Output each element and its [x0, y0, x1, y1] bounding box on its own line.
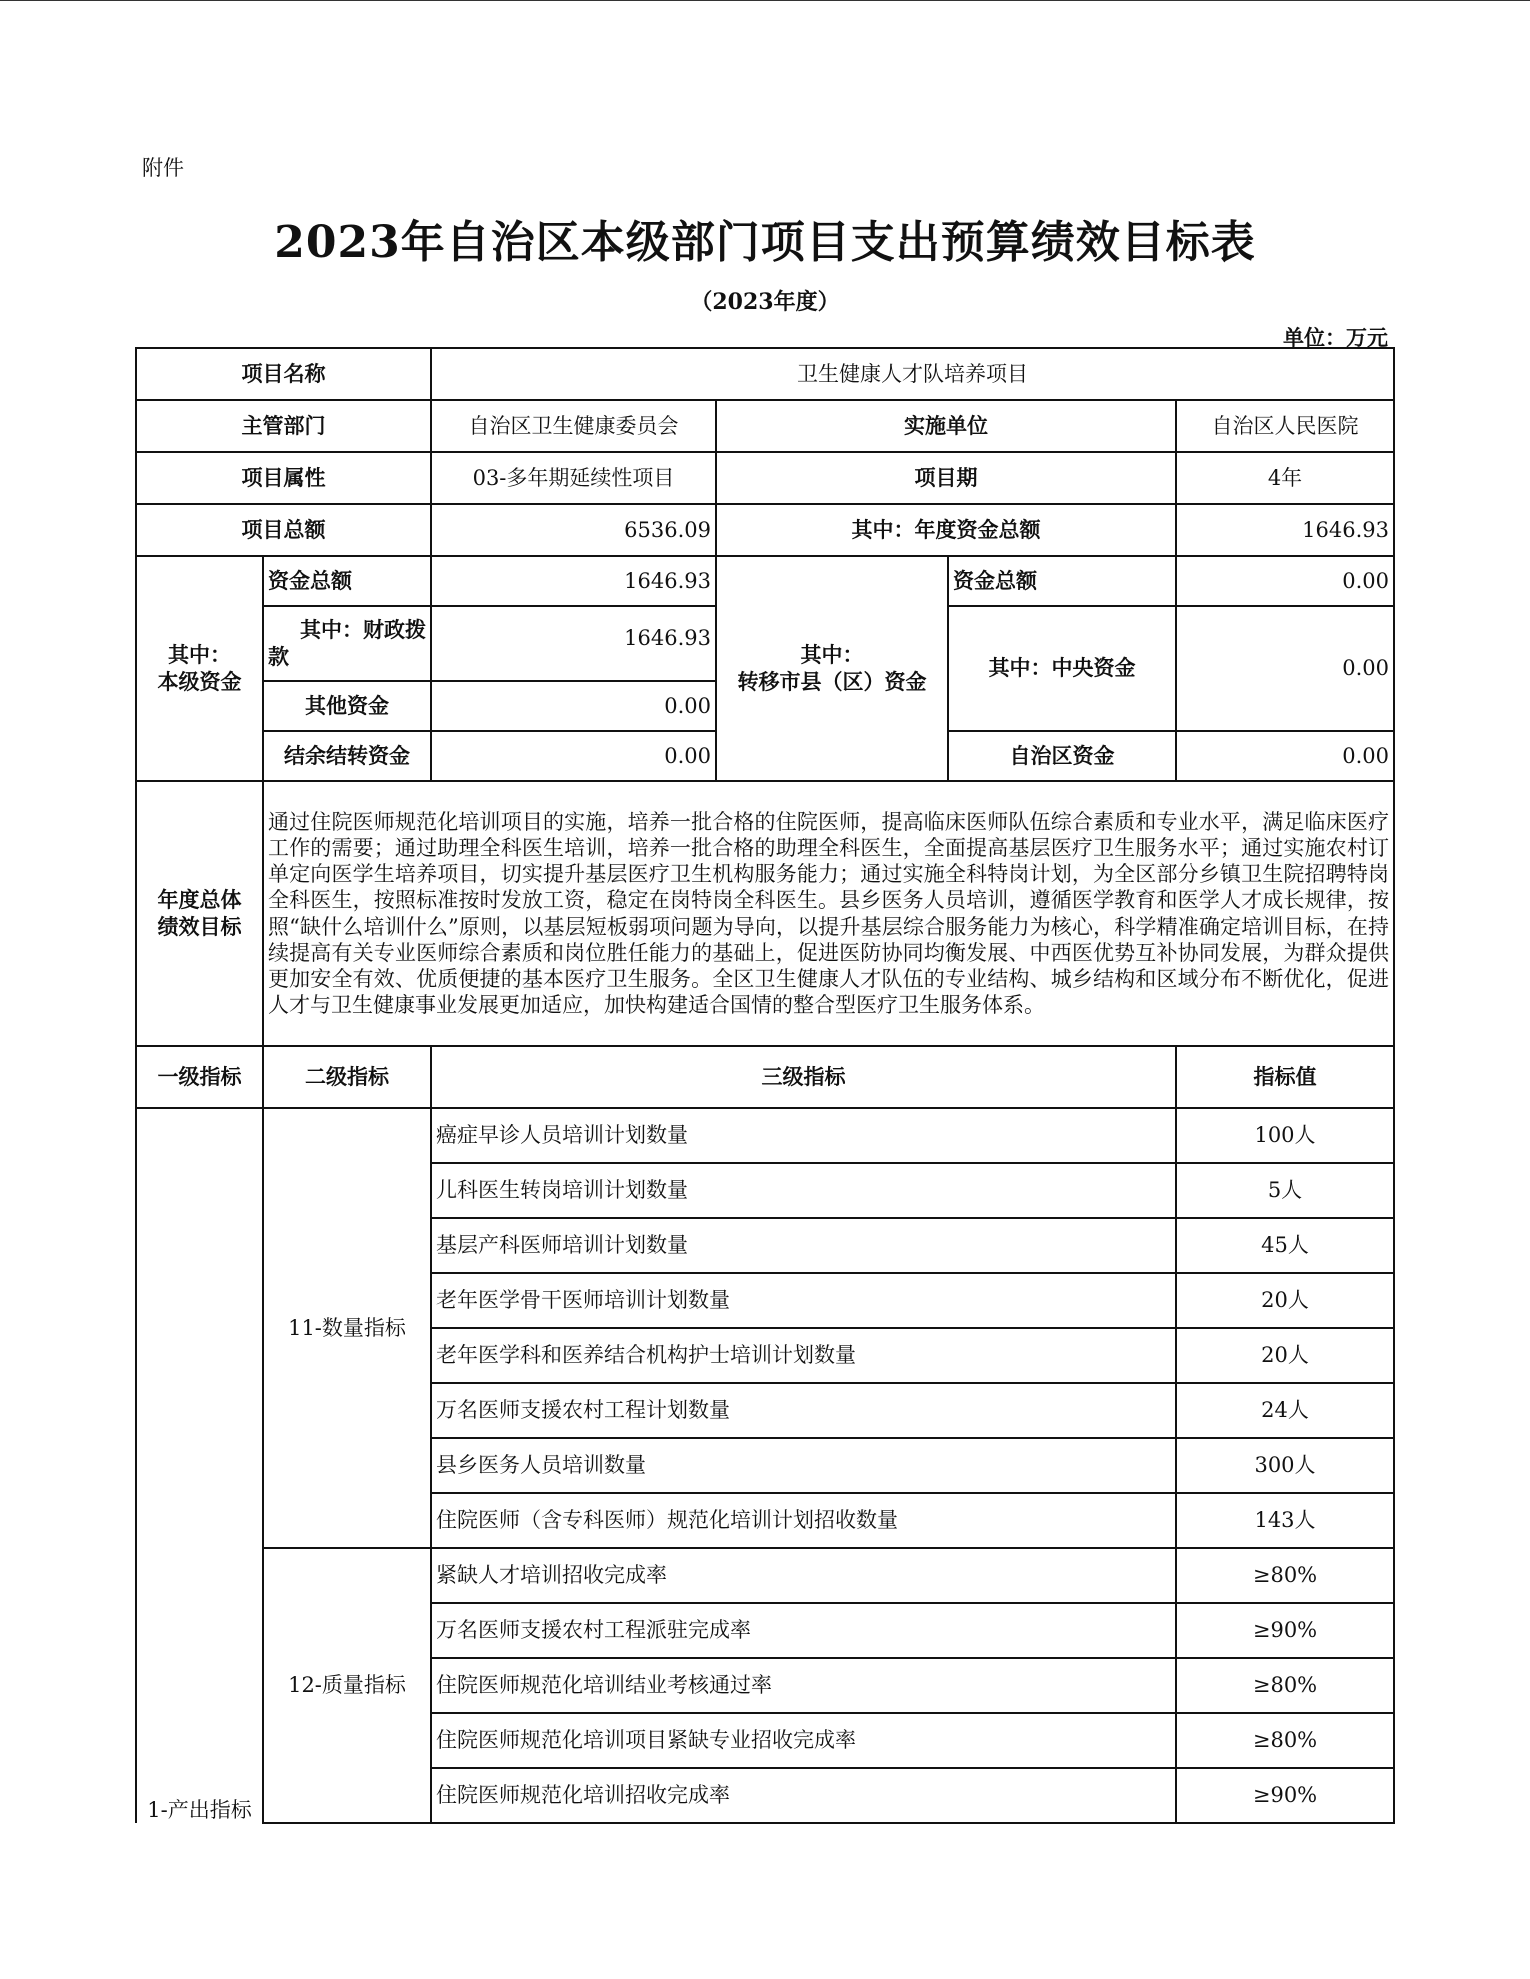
- transfer-funds-group-line1: 其中：: [800, 642, 864, 668]
- indicator-value: 100人: [1176, 1108, 1394, 1163]
- indicator-name: 住院医师规范化培训招收完成率: [431, 1768, 1176, 1823]
- row-project-name: [136, 348, 1394, 400]
- attachment-label: 附件: [142, 156, 184, 180]
- department-label: 主管部门: [136, 400, 431, 452]
- local-other-value: 0.00: [431, 681, 716, 731]
- indicator-name: 老年医学科和医养结合机构护士培训计划数量: [431, 1328, 1176, 1383]
- transfer-total-value: 0.00: [1176, 556, 1394, 606]
- level2-header: 二级指标: [263, 1046, 431, 1108]
- project-name-label: 项目名称: [136, 348, 431, 400]
- transfer-total-label: 资金总额: [948, 556, 1176, 606]
- annual-goal-label: [136, 781, 263, 1046]
- row-indicator-headers: [136, 1046, 1394, 1108]
- indicator-value: 20人: [1176, 1273, 1394, 1328]
- indicator-name: 儿科医生转岗培训计划数量: [431, 1163, 1176, 1218]
- local-carryover-label: 结余结转资金: [263, 731, 431, 781]
- project-attribute-label: 项目属性: [136, 452, 431, 504]
- transfer-funds-group-line2: 转移市县（区）资金: [737, 668, 927, 694]
- row-department: [136, 400, 1394, 452]
- row-project-total: [136, 504, 1394, 556]
- indicator-name: 万名医师支援农村工程派驻完成率: [431, 1603, 1176, 1658]
- indicator-name: 住院医师规范化培训项目紧缺专业招收完成率: [431, 1713, 1176, 1768]
- implementing-unit-value: 自治区人民医院: [1176, 400, 1394, 452]
- indicator-name: 基层产科医师培训计划数量: [431, 1218, 1176, 1273]
- indicator-name: 癌症早诊人员培训计划数量: [431, 1108, 1176, 1163]
- transfer-central-value: 0.00: [1176, 606, 1394, 731]
- transfer-central-label: 其中：中央资金: [948, 606, 1176, 731]
- annual-goal-text: 通过住院医师规范化培训项目的实施，培养一批合格的住院医师，提高临床医师队伍综合素质和专业水平，满足临床医疗工作的需要；通过助理全科医生培训，培养一批合格的助理全科医生，全面提高基层医疗卫生服务水平；通过实施农村订单定向医学生培养项目，切实提升基层医疗卫生机构服务能力；通过实施全科特岗计划，为全区部分乡镇卫生院招聘特岗全科医生，按照标准按时发放工资，稳定在岗特岗全科医生。县乡医务人员培训，遵循医学教育和医学人才成长规律，按照“缺什么培训什么”原则，以基层短板弱项问题为导向，以提升基层综合服务能力为核心，科学精准确定培训目标，在持续提高有关专业医师综合素质和岗位胜任能力的基础上，促进医防协同均衡发展、中西医优势互补协同发展，为群众提供更加安全有效、优质便捷的基本医疗卫生服务。全区卫生健康人才队伍的专业结构、城乡结构和区域分布不断优化，促进人才与卫生健康事业发展更加适应，加快构建适合国情的整合型医疗卫生服务体系。: [263, 781, 1394, 1046]
- indicator-value: ≥80%: [1176, 1658, 1394, 1713]
- indicator-value: ≥80%: [1176, 1713, 1394, 1768]
- indicator-value-header: 指标值: [1176, 1046, 1394, 1108]
- annual-goal-label-line2: 绩效目标: [157, 913, 242, 939]
- local-fiscal-label-text: 其中：财政拨款: [268, 617, 426, 669]
- indicator-value: 45人: [1176, 1218, 1394, 1273]
- row-annual-goal: [136, 781, 1394, 1046]
- level3-header: 三级指标: [431, 1046, 1176, 1108]
- indicator-name: 万名医师支援农村工程计划数量: [431, 1383, 1176, 1438]
- implementing-unit-label: 实施单位: [716, 400, 1176, 452]
- annual-funds-label: 其中：年度资金总额: [716, 504, 1176, 556]
- indicator-value: ≥90%: [1176, 1768, 1394, 1823]
- row-project-attribute: [136, 452, 1394, 504]
- indicator-value: 20人: [1176, 1328, 1394, 1383]
- local-funds-group-label: [136, 556, 263, 781]
- annual-funds-value: 1646.93: [1176, 504, 1394, 556]
- local-fiscal-label: [263, 606, 431, 681]
- quantity-indicator-label: 11-数量指标: [263, 1108, 431, 1548]
- page-subtitle: （2023年度）: [690, 289, 840, 315]
- indicator-value: 5人: [1176, 1163, 1394, 1218]
- indicator-value: 143人: [1176, 1493, 1394, 1548]
- project-name-value: 卫生健康人才队培养项目: [431, 348, 1394, 400]
- table-row: [136, 1108, 1394, 1163]
- indicator-value: 300人: [1176, 1438, 1394, 1493]
- local-carryover-value: 0.00: [431, 731, 716, 781]
- top-border-line: [0, 0, 1530, 1]
- local-funds-group-line2: 本级资金: [157, 668, 242, 694]
- transfer-funds-group-label: [716, 556, 948, 781]
- performance-target-table: [135, 347, 1395, 1824]
- row-funds-total: [136, 556, 1394, 606]
- annual-goal-label-line1: 年度总体: [157, 887, 242, 913]
- local-total-label: 资金总额: [263, 556, 431, 606]
- indicator-name: 住院医师（含专科医师）规范化培训计划招收数量: [431, 1493, 1176, 1548]
- project-attribute-value: 03-多年期延续性项目: [431, 452, 716, 504]
- indicator-name: 住院医师规范化培训结业考核通过率: [431, 1658, 1176, 1713]
- level1-output-indicator: 1-产出指标: [136, 1108, 263, 1823]
- indicator-name: 紧缺人才培训招收完成率: [431, 1548, 1176, 1603]
- project-period-value: 4年: [1176, 452, 1394, 504]
- transfer-region-label: 自治区资金: [948, 731, 1176, 781]
- department-value: 自治区卫生健康委员会: [431, 400, 716, 452]
- quality-indicator-label: 12-质量指标: [263, 1548, 431, 1823]
- local-funds-group-line1: 其中：: [168, 642, 231, 668]
- level1-header: 一级指标: [136, 1046, 263, 1108]
- table-row: [136, 1548, 1394, 1603]
- project-total-value: 6536.09: [431, 504, 716, 556]
- project-total-label: 项目总额: [136, 504, 431, 556]
- local-other-label: 其他资金: [263, 681, 431, 731]
- indicator-name: 县乡医务人员培训数量: [431, 1438, 1176, 1493]
- project-period-label: 项目期: [716, 452, 1176, 504]
- page-title: 2023年自治区本级部门项目支出预算绩效目标表: [274, 217, 1256, 268]
- indicator-value: ≥90%: [1176, 1603, 1394, 1658]
- transfer-region-value: 0.00: [1176, 731, 1394, 781]
- indicator-value: 24人: [1176, 1383, 1394, 1438]
- indicator-value: ≥80%: [1176, 1548, 1394, 1603]
- local-fiscal-value: 1646.93: [431, 606, 716, 681]
- local-total-value: 1646.93: [431, 556, 716, 606]
- unit-label: 单位：万元: [1283, 325, 1388, 350]
- indicator-name: 老年医学骨干医师培训计划数量: [431, 1273, 1176, 1328]
